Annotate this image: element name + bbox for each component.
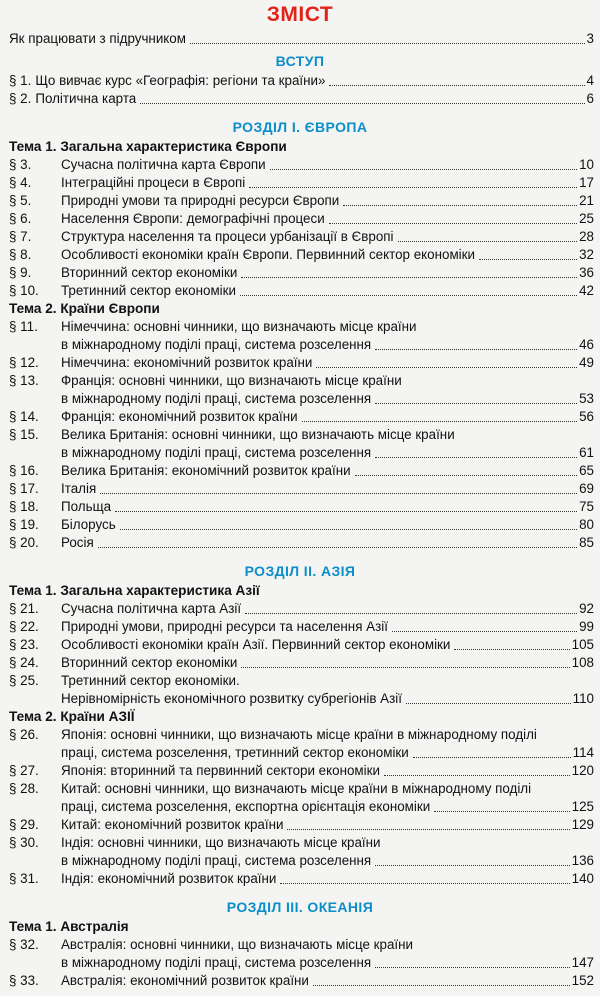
entry-page-number: 46 — [579, 337, 594, 352]
entry-page-number: 53 — [579, 391, 594, 406]
toc-entry[interactable] — [0, 228, 600, 246]
entry-page-number: 49 — [579, 355, 594, 370]
entry-page-number: 3 — [586, 31, 594, 46]
entry-last-line — [61, 654, 594, 672]
entry-text: праці, система розселення, третинний сектор економіки — [61, 745, 409, 760]
entry-last-line — [61, 210, 594, 228]
entry-last-line — [61, 174, 594, 192]
dot-leader — [280, 883, 569, 884]
toc-entry[interactable] — [0, 600, 600, 618]
entry-text: в міжнародному поділі праці, система розселення — [61, 853, 372, 868]
toc-entry[interactable] — [0, 282, 600, 300]
toc-entry-intro[interactable] — [0, 30, 600, 48]
entry-number: § 19. — [9, 517, 39, 532]
entry-text: в міжнародному поділі праці, система розселення — [61, 445, 372, 460]
entry-page-number: 92 — [579, 601, 594, 616]
toc-entry[interactable] — [0, 936, 600, 972]
entry-number: § 22. — [9, 619, 39, 634]
entry-number: § 32. — [9, 937, 39, 952]
entry-number: § 21. — [9, 601, 39, 616]
entry-number: § 28. — [9, 781, 39, 796]
entry-text-line: Індія: основні чинники, що визначають місце країни — [61, 835, 381, 850]
entry-page-number: 28 — [579, 229, 594, 244]
topic-heading: Тема 1. Загальна характеристика Європи — [9, 139, 287, 154]
entry-last-line — [61, 336, 594, 354]
entry-text: Вторинний сектор економіки — [61, 265, 238, 280]
dot-leader — [329, 85, 584, 86]
entry-body — [61, 972, 594, 990]
dot-leader — [316, 367, 577, 368]
dot-leader — [140, 103, 584, 104]
dot-leader — [302, 421, 577, 422]
dot-leader — [249, 187, 577, 188]
entry-page-number: 80 — [579, 517, 594, 532]
entry-last-line — [61, 690, 594, 708]
entry-text: Населення Європи: демографічні процеси — [61, 211, 325, 226]
entry-text: Китай: економічний розвиток країни — [61, 817, 284, 832]
entry-text: Франція: економічний розвиток країни — [61, 409, 298, 424]
entry-number: § 23. — [9, 637, 39, 652]
toc-entry[interactable] — [0, 156, 600, 174]
entry-number: § 14. — [9, 409, 39, 424]
entry-text: в міжнародному поділі праці, система розселення — [61, 955, 372, 970]
entry-text-line: Японія: основні чинники, що визначають місце країни в міжнародному поділі — [61, 727, 537, 742]
entry-page-number: 152 — [571, 973, 594, 988]
toc-entry[interactable] — [0, 780, 600, 816]
dot-leader — [190, 43, 585, 44]
toc-entry[interactable] — [0, 72, 600, 90]
entry-last-line — [61, 444, 594, 462]
dot-leader — [375, 865, 569, 866]
entry-last-line — [61, 354, 594, 372]
toc-entry[interactable] — [0, 246, 600, 264]
entry-number: § 16. — [9, 463, 39, 478]
entry-number: § 20. — [9, 535, 39, 550]
entry-text: Політична карта — [35, 91, 137, 106]
entry-number: § 8. — [9, 247, 32, 262]
entry-body — [61, 462, 594, 480]
entry-page-number: 129 — [571, 817, 594, 832]
entry-body — [61, 762, 594, 780]
entry-page-number: 21 — [579, 193, 594, 208]
entry-body — [61, 372, 594, 408]
entry-text: Польща — [61, 499, 112, 514]
entry-page-number: 108 — [571, 655, 594, 670]
entry-body — [61, 354, 594, 372]
entry-number: § 33. — [9, 973, 39, 988]
dot-leader — [398, 241, 578, 242]
toc-entry[interactable] — [0, 534, 600, 552]
entry-last-line — [61, 192, 594, 210]
entry-body — [61, 174, 594, 192]
entry-number: § 15. — [9, 427, 39, 442]
entry-number: § 4. — [9, 175, 32, 190]
entry-text: Природні умови та природні ресурси Європи — [61, 193, 340, 208]
entry-body — [61, 210, 594, 228]
entry-number: § 2. — [9, 91, 32, 106]
entry-page-number: 25 — [579, 211, 594, 226]
entry-body — [35, 72, 594, 90]
entry-body — [61, 498, 594, 516]
entry-body — [61, 246, 594, 264]
dot-leader — [115, 511, 577, 512]
entry-text-line: Китай: основні чинники, що визначають місце країни в міжнародному поділі — [61, 781, 532, 796]
entry-body — [61, 516, 594, 534]
entry-last-line — [61, 852, 594, 870]
entry-page-number: 42 — [579, 283, 594, 298]
entry-page-number: 75 — [579, 499, 594, 514]
toc-entry[interactable] — [0, 870, 600, 888]
entry-page-number: 32 — [579, 247, 594, 262]
toc-entry[interactable] — [0, 210, 600, 228]
entry-number: § 1. — [9, 73, 32, 88]
entry-text: Особливості економіки країн Європи. Первинний сектор економіки — [61, 247, 475, 262]
entry-body — [61, 780, 594, 816]
entry-number: § 17. — [9, 481, 39, 496]
entry-page-number: 4 — [586, 73, 594, 88]
entry-number: § 31. — [9, 871, 39, 886]
entry-last-line — [61, 516, 594, 534]
entry-body — [61, 726, 594, 762]
entry-text: Японія: вторинний та первинний сектори економіки — [61, 763, 380, 778]
toc-entry[interactable] — [0, 354, 600, 372]
entry-last-line — [61, 816, 594, 834]
entry-last-line — [61, 798, 594, 816]
dot-leader — [329, 223, 577, 224]
entry-number: § 5. — [9, 193, 32, 208]
toc-entry[interactable] — [0, 498, 600, 516]
entry-text: Білорусь — [61, 517, 116, 532]
entry-body — [61, 192, 594, 210]
entry-number: § 30. — [9, 835, 39, 850]
entry-number: § 25. — [9, 673, 39, 688]
entry-body — [61, 654, 594, 672]
dot-leader — [479, 259, 577, 260]
entry-number: § 3. — [9, 157, 32, 172]
toc-entry[interactable] — [0, 426, 600, 462]
dot-leader — [240, 295, 577, 296]
dot-leader — [245, 613, 577, 614]
dot-leader — [355, 475, 578, 476]
toc-entry[interactable] — [0, 726, 600, 762]
toc-entry[interactable] — [0, 90, 600, 108]
entry-page-number: 61 — [579, 445, 594, 460]
entry-page-number: 125 — [571, 799, 594, 814]
entry-text: Сучасна політична карта Азії — [61, 601, 242, 616]
dot-leader — [375, 403, 577, 404]
entry-page-number: 136 — [571, 853, 594, 868]
entry-number: § 13. — [9, 373, 39, 388]
entry-text-line: Велика Британія: основні чинники, що визначають місце країни — [61, 427, 455, 442]
dot-leader — [241, 667, 569, 668]
entry-body — [61, 816, 594, 834]
toc-list — [0, 48, 600, 996]
entry-text: Третинний сектор економіки — [61, 283, 236, 298]
entry-last-line — [61, 408, 594, 426]
toc-entry[interactable] — [0, 672, 600, 708]
entry-last-line — [35, 90, 594, 108]
entry-last-line — [61, 954, 594, 972]
entry-page-number: 140 — [571, 871, 594, 886]
entry-body — [61, 936, 594, 972]
toc-entry[interactable] — [0, 462, 600, 480]
page-title: ЗМІСТ — [266, 3, 334, 26]
entry-last-line — [61, 972, 594, 990]
section-spacer — [0, 990, 600, 996]
entry-page-number: 56 — [579, 409, 594, 424]
dot-leader — [375, 967, 569, 968]
entry-number: § 10. — [9, 283, 39, 298]
entry-text-line: Франція: основні чинники, що визначають місце країни — [61, 373, 402, 388]
entry-body — [61, 534, 594, 552]
topic-heading: Тема 1. Загальна характеристика Азії — [9, 583, 260, 598]
entry-body — [61, 156, 594, 174]
toc-entry[interactable] — [0, 834, 600, 870]
toc-entry[interactable] — [0, 816, 600, 834]
entry-page-number: 10 — [579, 157, 594, 172]
dot-leader — [343, 205, 577, 206]
entry-last-line — [61, 600, 594, 618]
entry-text: Вторинний сектор економіки — [61, 655, 238, 670]
entry-number: § 7. — [9, 229, 32, 244]
entry-text: Індія: економічний розвиток країни — [61, 871, 277, 886]
toc-entry[interactable] — [0, 654, 600, 672]
entry-text: Природні умови, природні ресурси та населення Азії — [61, 619, 388, 634]
dot-leader — [413, 757, 571, 758]
dot-leader — [241, 277, 577, 278]
entry-body — [61, 834, 594, 870]
entry-text: Велика Британія: економічний розвиток країни — [61, 463, 351, 478]
entry-body — [61, 228, 594, 246]
entry-text: Структура населення та процеси урбанізації в Європі — [61, 229, 394, 244]
entry-body — [61, 282, 594, 300]
entry-last-line — [61, 264, 594, 282]
dot-leader — [384, 775, 570, 776]
toc-entry[interactable] — [0, 618, 600, 636]
entry-page-number: 147 — [571, 955, 594, 970]
toc-entry[interactable] — [0, 192, 600, 210]
entry-text-line: Третинний сектор економіки. — [61, 673, 240, 688]
dot-leader — [100, 493, 577, 494]
entry-text-line: Німеччина: основні чинники, що визначають місце країни — [61, 319, 417, 334]
toc-entry[interactable] — [0, 372, 600, 408]
entry-number: § 24. — [9, 655, 39, 670]
entry-number: § 12. — [9, 355, 39, 370]
entry-last-line — [61, 744, 594, 762]
entry-number: § 29. — [9, 817, 39, 832]
entry-last-line — [61, 282, 594, 300]
toc-entry[interactable] — [0, 174, 600, 192]
entry-text: Німеччина: економічний розвиток країни — [61, 355, 313, 370]
entry-page-number: 105 — [571, 637, 594, 652]
toc-entry[interactable] — [0, 408, 600, 426]
entry-last-line — [61, 246, 594, 264]
entry-body — [61, 318, 594, 354]
toc-entry[interactable] — [0, 762, 600, 780]
entry-page-number: 36 — [579, 265, 594, 280]
dot-leader — [120, 529, 577, 530]
entry-last-line — [61, 534, 594, 552]
entry-body — [61, 264, 594, 282]
entry-page-number: 6 — [586, 91, 594, 106]
entry-body — [61, 408, 594, 426]
dot-leader — [98, 547, 577, 548]
entry-number: § 27. — [9, 763, 39, 778]
dot-leader — [434, 811, 569, 812]
toc-entry[interactable] — [0, 636, 600, 654]
entry-page-number: 114 — [572, 745, 594, 760]
entry-text: Особливості економіки країн Азії. Первинний сектор економіки — [61, 637, 451, 652]
dot-leader — [313, 985, 570, 986]
entry-last-line — [61, 618, 594, 636]
entry-text-line: Австралія: основні чинники, що визначають місце країни — [61, 937, 414, 952]
entry-text: Інтеграційні процеси в Європі — [61, 175, 246, 190]
entry-last-line — [61, 762, 594, 780]
dot-leader — [287, 829, 569, 830]
entry-text: праці, система розселення, експортна орієнтація економіки — [61, 799, 431, 814]
toc-entry[interactable] — [0, 264, 600, 282]
dot-leader — [392, 631, 577, 632]
entry-last-line — [9, 30, 594, 48]
entry-number: § 9. — [9, 265, 32, 280]
entry-last-line — [61, 462, 594, 480]
entry-page-number: 85 — [579, 535, 594, 550]
entry-last-line — [61, 390, 594, 408]
topic-heading: Тема 2. Країни Європи — [9, 301, 160, 316]
entry-body — [61, 672, 594, 708]
topic-heading: Тема 1. Австралія — [9, 919, 129, 934]
entry-body — [9, 30, 594, 48]
entry-text: Італія — [61, 481, 97, 496]
entry-number: § 18. — [9, 499, 39, 514]
entry-last-line — [61, 636, 594, 654]
entry-number: § 6. — [9, 211, 32, 226]
entry-text: Росія — [61, 535, 94, 550]
entry-page-number: 110 — [572, 691, 594, 706]
entry-last-line — [61, 228, 594, 246]
dot-leader — [270, 169, 577, 170]
topic-heading: Тема 2. Країни АЗІЇ — [9, 709, 135, 724]
entry-last-line — [61, 498, 594, 516]
dot-leader — [375, 457, 577, 458]
entry-text: Австралія: економічний розвиток країни — [61, 973, 309, 988]
entry-body — [61, 480, 594, 498]
entry-text: Що вивчає курс «Географія: регіони та країни» — [35, 73, 326, 88]
dot-leader — [454, 649, 569, 650]
entry-page-number: 17 — [579, 175, 594, 190]
entry-body — [61, 426, 594, 462]
entry-page-number: 65 — [579, 463, 594, 478]
section-heading: РОЗДІЛ ІІІ. ОКЕАНІЯ — [226, 899, 374, 915]
entry-number: § 11. — [9, 319, 38, 334]
dot-leader — [406, 703, 571, 704]
section-heading: ВСТУП — [275, 53, 325, 69]
entry-text: в міжнародному поділі праці, система розселення — [61, 337, 372, 352]
entry-text: Нерівномірність економічного розвитку субрегіонів Азії — [61, 691, 402, 706]
entry-body — [61, 636, 594, 654]
toc-entry[interactable] — [0, 972, 600, 990]
entry-last-line — [35, 72, 594, 90]
entry-text: Як працювати з підручником — [9, 31, 186, 46]
entry-body — [61, 600, 594, 618]
entry-body — [61, 618, 594, 636]
entry-body — [61, 870, 594, 888]
section-heading: РОЗДІЛ ІІ. АЗІЯ — [244, 563, 356, 579]
entry-text: в міжнародному поділі праці, система розселення — [61, 391, 372, 406]
toc-entry[interactable] — [0, 516, 600, 534]
entry-page-number: 120 — [571, 763, 594, 778]
toc-entry[interactable] — [0, 318, 600, 354]
entry-last-line — [61, 480, 594, 498]
entry-last-line — [61, 870, 594, 888]
entry-page-number: 99 — [579, 619, 594, 634]
entry-page-number: 69 — [579, 481, 594, 496]
entry-text: Сучасна політична карта Європи — [61, 157, 266, 172]
section-heading: РОЗДІЛ І. ЄВРОПА — [232, 119, 368, 135]
entry-body — [35, 90, 594, 108]
dot-leader — [375, 349, 577, 350]
entry-last-line — [61, 156, 594, 174]
entry-number: § 26. — [9, 727, 39, 742]
toc-entry[interactable] — [0, 480, 600, 498]
